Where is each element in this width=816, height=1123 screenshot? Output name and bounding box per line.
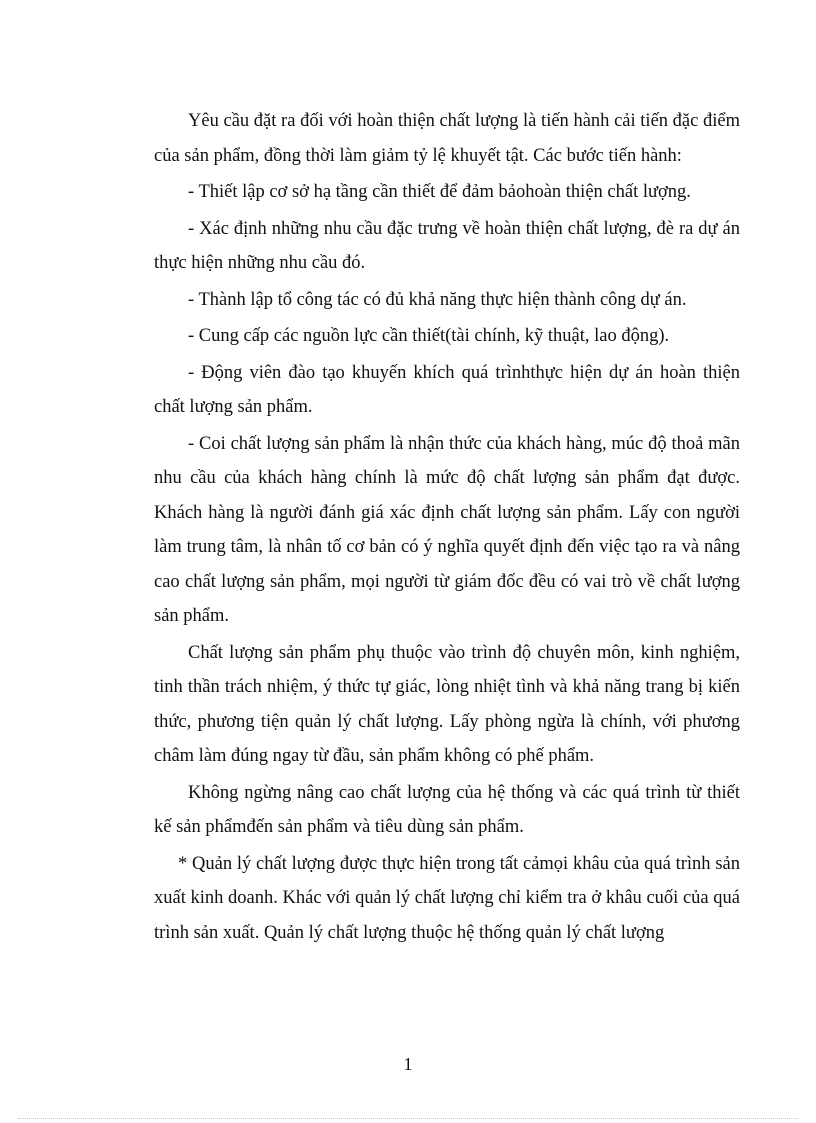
paragraph-10: * Quản lý chất lượng được thực hiện trong tất cảmọi khâu của quá trình sản xuất kinh doanh. Khác với quản lý chất lượng chỉ kiểm tra ở khâu cuối của quá trình sản xuất. Quản lý chất lượng thuộc hệ thống quản lý chất lượng xyxy=(154,853,740,943)
paragraph-1: Yêu cầu đặt ra đối với hoàn thiện chất lượng là tiến hành cải tiến đặc điểm của sản phẩm, đồng thời làm giảm tỷ lệ khuyết tật. Các bước tiến hành: xyxy=(154,111,740,166)
body-text xyxy=(154,104,740,952)
paragraph-3: - Xác định những nhu cầu đặc trưng về hoàn thiện chất lượng, đè ra dự án thực hiện những nhu cầu đó. xyxy=(154,218,740,273)
paragraph-2: - Thiết lập cơ sở hạ tầng cần thiết để đảm bảohoàn thiện chất lượng. xyxy=(188,182,691,202)
paragraph-8: Chất lượng sản phẩm phụ thuộc vào trình độ chuyên môn, kinh nghiệm, tinh thần trách nhiệm, ý thức tự giác, lòng nhiệt tình và khả năng trang bị kiến thức, phương tiện quản lý chất lượng. Lấy phòng ngừa là chính, với phương châm làm đúng ngay từ đầu, sản phẩm không có phế phẩm. xyxy=(154,642,740,766)
paragraph-5: - Cung cấp các nguồn lực cần thiết(tài chính, kỹ thuật, lao động). xyxy=(188,326,670,346)
paragraph-4: - Thành lập tổ công tác có đủ khả năng thực hiện thành công dự án. xyxy=(188,289,687,310)
page-bottom-edge xyxy=(18,1118,798,1119)
paragraph-6: - Động viên đào tạo khuyến khích quá trìnhthực hiện dự án hoàn thiện chất lượng sản phẩm. xyxy=(154,362,740,417)
paragraph-9: Không ngừng nâng cao chất lượng của hệ thống và các quá trình từ thiết kế sản phẩmđến sản phẩm và tiêu dùng sản phẩm. xyxy=(154,782,740,837)
page-number: 1 xyxy=(403,1054,413,1074)
paragraph-7: - Coi chất lượng sản phẩm là nhận thức của khách hàng, múc độ thoả mãn nhu cầu của khách hàng chính là mức độ chất lượng sản phẩm đạt được. Khách hàng là người đánh giá xác định chất lượng sản phẩm. Lấy con người làm trung tâm, là nhân tố cơ bản có ý nghĩa quyết định đến việc tạo ra và nâng cao chất lượng sản phẩm, mọi người từ giám đốc đều có vai trò về chất lượng sản phẩm. xyxy=(154,433,740,626)
